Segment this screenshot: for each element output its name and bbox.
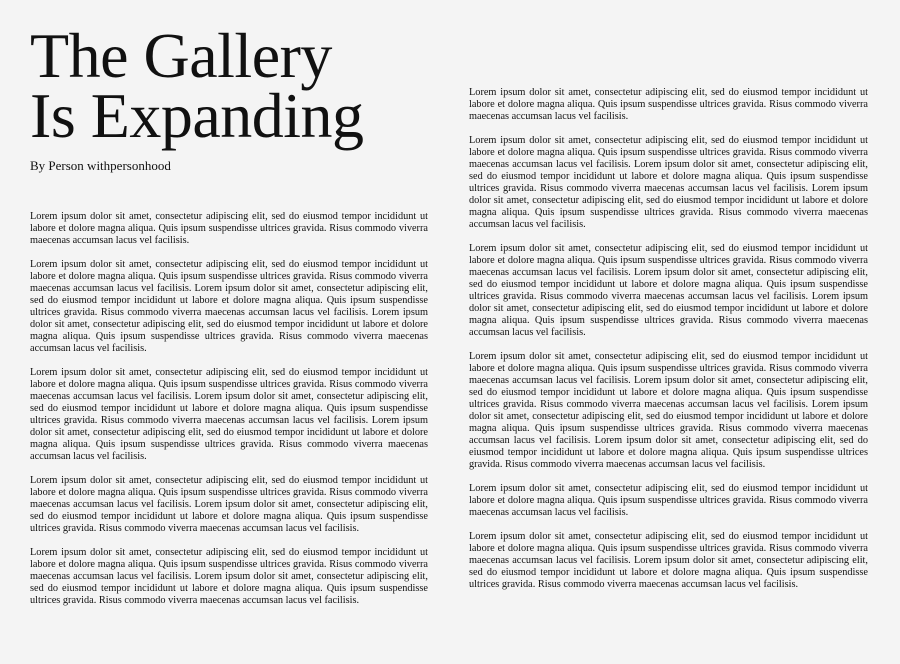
body-paragraph: Lorem ipsum dolor sit amet, consectetur adipiscing elit, sed do eiusmod tempor incididunt ut labore et dolore magna aliqua. Quis ipsum suspendisse ultrices gravida. Risus commodo viverra maecenas accumsan lacus vel facilisis. Lorem ipsum dolor sit amet, consectetur adipiscing elit, sed do eiusmod tempor incididunt ut labore et dolore magna aliqua. Quis ipsum suspendisse ultrices gravida. Risus commodo viverra maecenas accumsan lacus vel facilisis.	[469, 531, 868, 590]
body-paragraph: Lorem ipsum dolor sit amet, consectetur adipiscing elit, sed do eiusmod tempor incididunt ut labore et dolore magna aliqua. Quis ipsum suspendisse ultrices gravida. Risus commodo viverra maecenas accumsan lacus vel facilisis.	[469, 483, 868, 518]
left-column-body	[30, 211, 428, 607]
article-title	[30, 20, 428, 151]
byline: By Person withpersonhood	[30, 158, 171, 173]
body-paragraph: Lorem ipsum dolor sit amet, consectetur adipiscing elit, sed do eiusmod tempor incididunt ut labore et dolore magna aliqua. Quis ipsum suspendisse ultrices gravida. Risus commodo viverra maecenas accumsan lacus vel facilisis. Lorem ipsum dolor sit amet, consectetur adipiscing elit, sed do eiusmod tempor incididunt ut labore et dolore magna aliqua. Quis ipsum suspendisse ultrices gravida. Risus commodo viverra maecenas accumsan lacus vel facilisis. Lorem ipsum dolor sit amet, consectetur adipiscing elit, sed do eiusmod tempor incididunt ut labore et dolore magna aliqua. Quis ipsum suspendisse ultrices gravida. Risus commodo viverra maecenas accumsan lacus vel facilisis.	[469, 243, 868, 338]
body-paragraph: Lorem ipsum dolor sit amet, consectetur adipiscing elit, sed do eiusmod tempor incididunt ut labore et dolore magna aliqua. Quis ipsum suspendisse ultrices gravida. Risus commodo viverra maecenas accumsan lacus vel facilisis.	[469, 87, 868, 122]
body-paragraph: Lorem ipsum dolor sit amet, consectetur adipiscing elit, sed do eiusmod tempor incididunt ut labore et dolore magna aliqua. Quis ipsum suspendisse ultrices gravida. Risus commodo viverra maecenas accumsan lacus vel facilisis. Lorem ipsum dolor sit amet, consectetur adipiscing elit, sed do eiusmod tempor incididunt ut labore et dolore magna aliqua. Quis ipsum suspendisse ultrices gravida. Risus commodo viverra maecenas accumsan lacus vel facilisis.	[30, 547, 428, 606]
body-paragraph: Lorem ipsum dolor sit amet, consectetur adipiscing elit, sed do eiusmod tempor incididunt ut labore et dolore magna aliqua. Quis ipsum suspendisse ultrices gravida. Risus commodo viverra maecenas accumsan lacus vel facilisis. Lorem ipsum dolor sit amet, consectetur adipiscing elit, sed do eiusmod tempor incididunt ut labore et dolore magna aliqua. Quis ipsum suspendisse ultrices gravida. Risus commodo viverra maecenas accumsan lacus vel facilisis. Lorem ipsum dolor sit amet, consectetur adipiscing elit, sed do eiusmod tempor incididunt ut labore et dolore magna aliqua. Quis ipsum suspendisse ultrices gravida. Risus commodo viverra maecenas accumsan lacus vel facilisis. Lorem ipsum dolor sit amet, consectetur adipiscing elit, sed do eiusmod tempor incididunt ut labore et dolore magna aliqua. Quis ipsum suspendisse ultrices gravida. Risus commodo viverra maecenas accumsan lacus vel facilisis.	[469, 351, 868, 470]
body-paragraph: Lorem ipsum dolor sit amet, consectetur adipiscing elit, sed do eiusmod tempor incididunt ut labore et dolore magna aliqua. Quis ipsum suspendisse ultrices gravida. Risus commodo viverra maecenas accumsan lacus vel facilisis. Lorem ipsum dolor sit amet, consectetur adipiscing elit, sed do eiusmod tempor incididunt ut labore et dolore magna aliqua. Quis ipsum suspendisse ultrices gravida. Risus commodo viverra maecenas accumsan lacus vel facilisis. Lorem ipsum dolor sit amet, consectetur adipiscing elit, sed do eiusmod tempor incididunt ut labore et dolore magna aliqua. Quis ipsum suspendisse ultrices gravida. Risus commodo viverra maecenas accumsan lacus vel facilisis.	[469, 135, 868, 230]
body-paragraph: Lorem ipsum dolor sit amet, consectetur adipiscing elit, sed do eiusmod tempor incididunt ut labore et dolore magna aliqua. Quis ipsum suspendisse ultrices gravida. Risus commodo viverra maecenas accumsan lacus vel facilisis. Lorem ipsum dolor sit amet, consectetur adipiscing elit, sed do eiusmod tempor incididunt ut labore et dolore magna aliqua. Quis ipsum suspendisse ultrices gravida. Risus commodo viverra maecenas accumsan lacus vel facilisis.	[30, 475, 428, 534]
article-title-line-1: The Gallery	[30, 20, 332, 91]
body-paragraph: Lorem ipsum dolor sit amet, consectetur adipiscing elit, sed do eiusmod tempor incididunt ut labore et dolore magna aliqua. Quis ipsum suspendisse ultrices gravida. Risus commodo viverra maecenas accumsan lacus vel facilisis. Lorem ipsum dolor sit amet, consectetur adipiscing elit, sed do eiusmod tempor incididunt ut labore et dolore magna aliqua. Quis ipsum suspendisse ultrices gravida. Risus commodo viverra maecenas accumsan lacus vel facilisis. Lorem ipsum dolor sit amet, consectetur adipiscing elit, sed do eiusmod tempor incididunt ut labore et dolore magna aliqua. Quis ipsum suspendisse ultrices gravida. Risus commodo viverra maecenas accumsan lacus vel facilisis.	[30, 259, 428, 354]
left-column	[30, 20, 428, 619]
body-paragraph: Lorem ipsum dolor sit amet, consectetur adipiscing elit, sed do eiusmod tempor incididunt ut labore et dolore magna aliqua. Quis ipsum suspendisse ultrices gravida. Risus commodo viverra maecenas accumsan lacus vel facilisis.	[30, 211, 428, 246]
article-title-line-2: Is Expanding	[30, 80, 364, 151]
body-paragraph: Lorem ipsum dolor sit amet, consectetur adipiscing elit, sed do eiusmod tempor incididunt ut labore et dolore magna aliqua. Quis ipsum suspendisse ultrices gravida. Risus commodo viverra maecenas accumsan lacus vel facilisis. Lorem ipsum dolor sit amet, consectetur adipiscing elit, sed do eiusmod tempor incididunt ut labore et dolore magna aliqua. Quis ipsum suspendisse ultrices gravida. Risus commodo viverra maecenas accumsan lacus vel facilisis. Lorem ipsum dolor sit amet, consectetur adipiscing elit, sed do eiusmod tempor incididunt ut labore et dolore magna aliqua. Quis ipsum suspendisse ultrices gravida. Risus commodo viverra maecenas accumsan lacus vel facilisis.	[30, 367, 428, 462]
right-column	[469, 87, 868, 603]
